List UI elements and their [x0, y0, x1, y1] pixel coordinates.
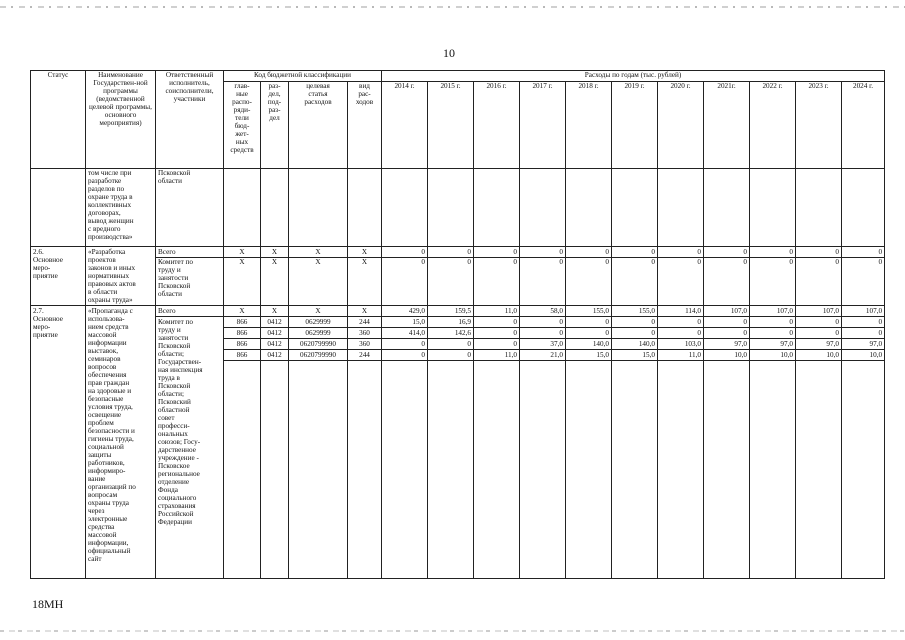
- cell-vr: 360: [348, 328, 382, 339]
- cell-value: 37,0: [520, 339, 566, 350]
- header-csr: целевая статья расходов: [289, 82, 348, 169]
- cell-csr: 0629999: [289, 317, 348, 328]
- cell-value: 15,0: [612, 350, 658, 361]
- cell-grbs: 866: [224, 317, 261, 328]
- cell-value: 0: [658, 258, 704, 306]
- cell-value: 103,0: [658, 339, 704, 350]
- cell-value: 0: [750, 317, 796, 328]
- cell-value: 0: [796, 247, 842, 258]
- header-year: 2014 г.: [382, 82, 428, 169]
- header-vr: вид рас- ходов: [348, 82, 382, 169]
- cell-vr: 244: [348, 317, 382, 328]
- header-rzpr: раз- дел, под- раз- дел: [261, 82, 289, 169]
- cell-value: 0: [842, 328, 885, 339]
- header-year: 2021г.: [704, 82, 750, 169]
- header-year: 2015 г.: [428, 82, 474, 169]
- cell-value: 159,5: [428, 306, 474, 317]
- cell-value: 107,0: [750, 306, 796, 317]
- cell-name: том числе при разработке разделов по охране труда в коллективных договорах, вывод женщин с вредного производства»: [86, 169, 156, 247]
- cell-csr: X: [289, 306, 348, 317]
- cell-value: 16,9: [428, 317, 474, 328]
- table-row-continuation: [31, 169, 885, 247]
- cell-value: 107,0: [704, 306, 750, 317]
- scan-edge-top: [0, 6, 905, 8]
- cell-vr: 244: [348, 350, 382, 361]
- cell-csr: X: [289, 258, 348, 306]
- cell-value: 0: [520, 328, 566, 339]
- page-number: 10: [443, 46, 455, 60]
- cell-value: 0: [658, 317, 704, 328]
- header-year: 2019 г.: [612, 82, 658, 169]
- cell-value: 0: [428, 350, 474, 361]
- cell-value: 0: [428, 339, 474, 350]
- header-year: 2022 г.: [750, 82, 796, 169]
- cell-value: 97,0: [796, 339, 842, 350]
- cell-value: 0: [520, 317, 566, 328]
- cell-status: 2.6. Основное меро- приятие: [31, 247, 86, 306]
- cell-value: 10,0: [842, 350, 885, 361]
- cell-rzpr: X: [261, 306, 289, 317]
- cell-vr: X: [348, 258, 382, 306]
- header-responsible: Ответственный исполнитель, соисполнители, участники: [156, 71, 224, 169]
- cell-value: 10,0: [796, 350, 842, 361]
- cell-csr: 0620799990: [289, 350, 348, 361]
- cell-rzpr: 0412: [261, 339, 289, 350]
- budget-table: [30, 70, 885, 579]
- cell-value: 21,0: [520, 350, 566, 361]
- cell-value: 0: [612, 328, 658, 339]
- cell-value: 0: [796, 258, 842, 306]
- cell-value: 0: [704, 247, 750, 258]
- cell-rzpr: X: [261, 258, 289, 306]
- cell-value: 0: [520, 247, 566, 258]
- cell-value: 0: [658, 247, 704, 258]
- cell-value: 0: [474, 317, 520, 328]
- header-year: 2017 г.: [520, 82, 566, 169]
- cell-value: 155,0: [566, 306, 612, 317]
- cell-csr: X: [289, 247, 348, 258]
- cell-value: 0: [428, 258, 474, 306]
- cell-csr: 0629999: [289, 328, 348, 339]
- header-row-1: [31, 71, 885, 82]
- cell-value: 0: [520, 258, 566, 306]
- cell-value: 0: [382, 247, 428, 258]
- scan-edge-bottom: [0, 630, 905, 632]
- header-name: Наименование Государствен-ной программы (ведомственной целевой программы, основного мероприятия): [86, 71, 156, 169]
- cell-value: 10,0: [750, 350, 796, 361]
- cell-csr: 0620799990: [289, 339, 348, 350]
- cell-value: 0: [704, 317, 750, 328]
- cell-value: 0: [842, 247, 885, 258]
- cell-value: 0: [474, 339, 520, 350]
- cell-value: 0: [428, 247, 474, 258]
- cell-value: 97,0: [750, 339, 796, 350]
- cell-grbs: X: [224, 306, 261, 317]
- table-row-2-6-total: [31, 247, 885, 258]
- cell-value: 140,0: [566, 339, 612, 350]
- cell-value: 97,0: [704, 339, 750, 350]
- table-row-2-7-total: [31, 306, 885, 317]
- cell-grbs: X: [224, 247, 261, 258]
- header-grbs: глав- ные распо- ряди- тели бюд- жет- ных средств: [224, 82, 261, 169]
- cell-value: 114,0: [658, 306, 704, 317]
- cell-value: 0: [382, 350, 428, 361]
- cell-value: 0: [566, 317, 612, 328]
- cell-value: 15,0: [382, 317, 428, 328]
- cell-rzpr: 0412: [261, 328, 289, 339]
- cell-value: 0: [704, 258, 750, 306]
- cell-value: 10,0: [704, 350, 750, 361]
- header-year: 2020 г.: [658, 82, 704, 169]
- cell-grbs: X: [224, 258, 261, 306]
- cell-value: 0: [750, 247, 796, 258]
- cell-value: 429,0: [382, 306, 428, 317]
- cell-value: 0: [474, 328, 520, 339]
- cell-value: 0: [842, 317, 885, 328]
- header-year: 2016 г.: [474, 82, 520, 169]
- cell-value: 11,0: [474, 350, 520, 361]
- cell-status: 2.7. Основное меро- приятие: [31, 306, 86, 579]
- cell-responsible: Всего: [156, 247, 224, 258]
- cell-value: 155,0: [612, 306, 658, 317]
- cell-value: 0: [612, 258, 658, 306]
- cell-value: 0: [382, 258, 428, 306]
- cell-empty: [31, 169, 86, 247]
- cell-grbs: 866: [224, 339, 261, 350]
- cell-value: 0: [382, 339, 428, 350]
- cell-responsible: Псковской области: [156, 169, 224, 247]
- header-year: 2023 г.: [796, 82, 842, 169]
- cell-name: «Пропаганда с использова- нием средств массовой информации выставок, семинаров вопросов обеспечения прав граждан на здоровые и безопасные условия труда, освещение проблем безопасности и гигиены труда, социальной защиты работников, информиро- вание организаций по вопросам охраны труда через электронные средства массовой информации, официальный сайт: [86, 306, 156, 579]
- cell-grbs: 866: [224, 328, 261, 339]
- cell-value: 414,0: [382, 328, 428, 339]
- cell-vr: X: [348, 306, 382, 317]
- cell-vr: 360: [348, 339, 382, 350]
- cell-value: 0: [658, 328, 704, 339]
- cell-value: 107,0: [796, 306, 842, 317]
- cell-value: 0: [612, 317, 658, 328]
- header-status: Статус: [31, 71, 86, 169]
- cell-value: 15,0: [566, 350, 612, 361]
- header-year: 2024 г.: [842, 82, 885, 169]
- cell-value: 0: [474, 258, 520, 306]
- cell-value: 0: [566, 258, 612, 306]
- cell-value: 0: [750, 258, 796, 306]
- cell-value: 0: [474, 247, 520, 258]
- cell-value: 11,0: [474, 306, 520, 317]
- cell-value: 142,6: [428, 328, 474, 339]
- cell-value: 97,0: [842, 339, 885, 350]
- cell-value: 0: [704, 328, 750, 339]
- cell-responsible: Комитет по труду и занятости Псковской области; Государствен- ная инспекция труда в Псковской области; Псковский областной совет професси- ональных союзов; Госу- дарственное учреждение - Псковское региональное отделение Фонда социального страхования Российской Федерации: [156, 317, 224, 579]
- cell-rzpr: 0412: [261, 317, 289, 328]
- cell-responsible: Всего: [156, 306, 224, 317]
- cell-value: 11,0: [658, 350, 704, 361]
- cell-value: 0: [566, 247, 612, 258]
- cell-value: 0: [612, 247, 658, 258]
- cell-vr: X: [348, 247, 382, 258]
- table-row-2-7-line: [31, 317, 885, 328]
- cell-value: 0: [796, 317, 842, 328]
- cell-value: 140,0: [612, 339, 658, 350]
- cell-name: «Разработка проектов законов и иных нормативных правовых актов в области охраны труда»: [86, 247, 156, 306]
- cell-rzpr: X: [261, 247, 289, 258]
- cell-grbs: 866: [224, 350, 261, 361]
- cell-value: 0: [750, 328, 796, 339]
- cell-value: 0: [566, 328, 612, 339]
- header-expenses: Расходы по годам (тыс. рублей): [382, 71, 885, 82]
- table-row-2-6-committee: [31, 258, 885, 306]
- header-year: 2018 г.: [566, 82, 612, 169]
- header-budget-code: Код бюджетной классификации: [224, 71, 382, 82]
- cell-value: 0: [842, 258, 885, 306]
- cell-rzpr: 0412: [261, 350, 289, 361]
- cell-value: 107,0: [842, 306, 885, 317]
- cell-value: 0: [796, 328, 842, 339]
- cell-responsible: Комитет по труду и занятости Псковской области: [156, 258, 224, 306]
- footer-code: 18МН: [32, 597, 64, 611]
- cell-value: 58,0: [520, 306, 566, 317]
